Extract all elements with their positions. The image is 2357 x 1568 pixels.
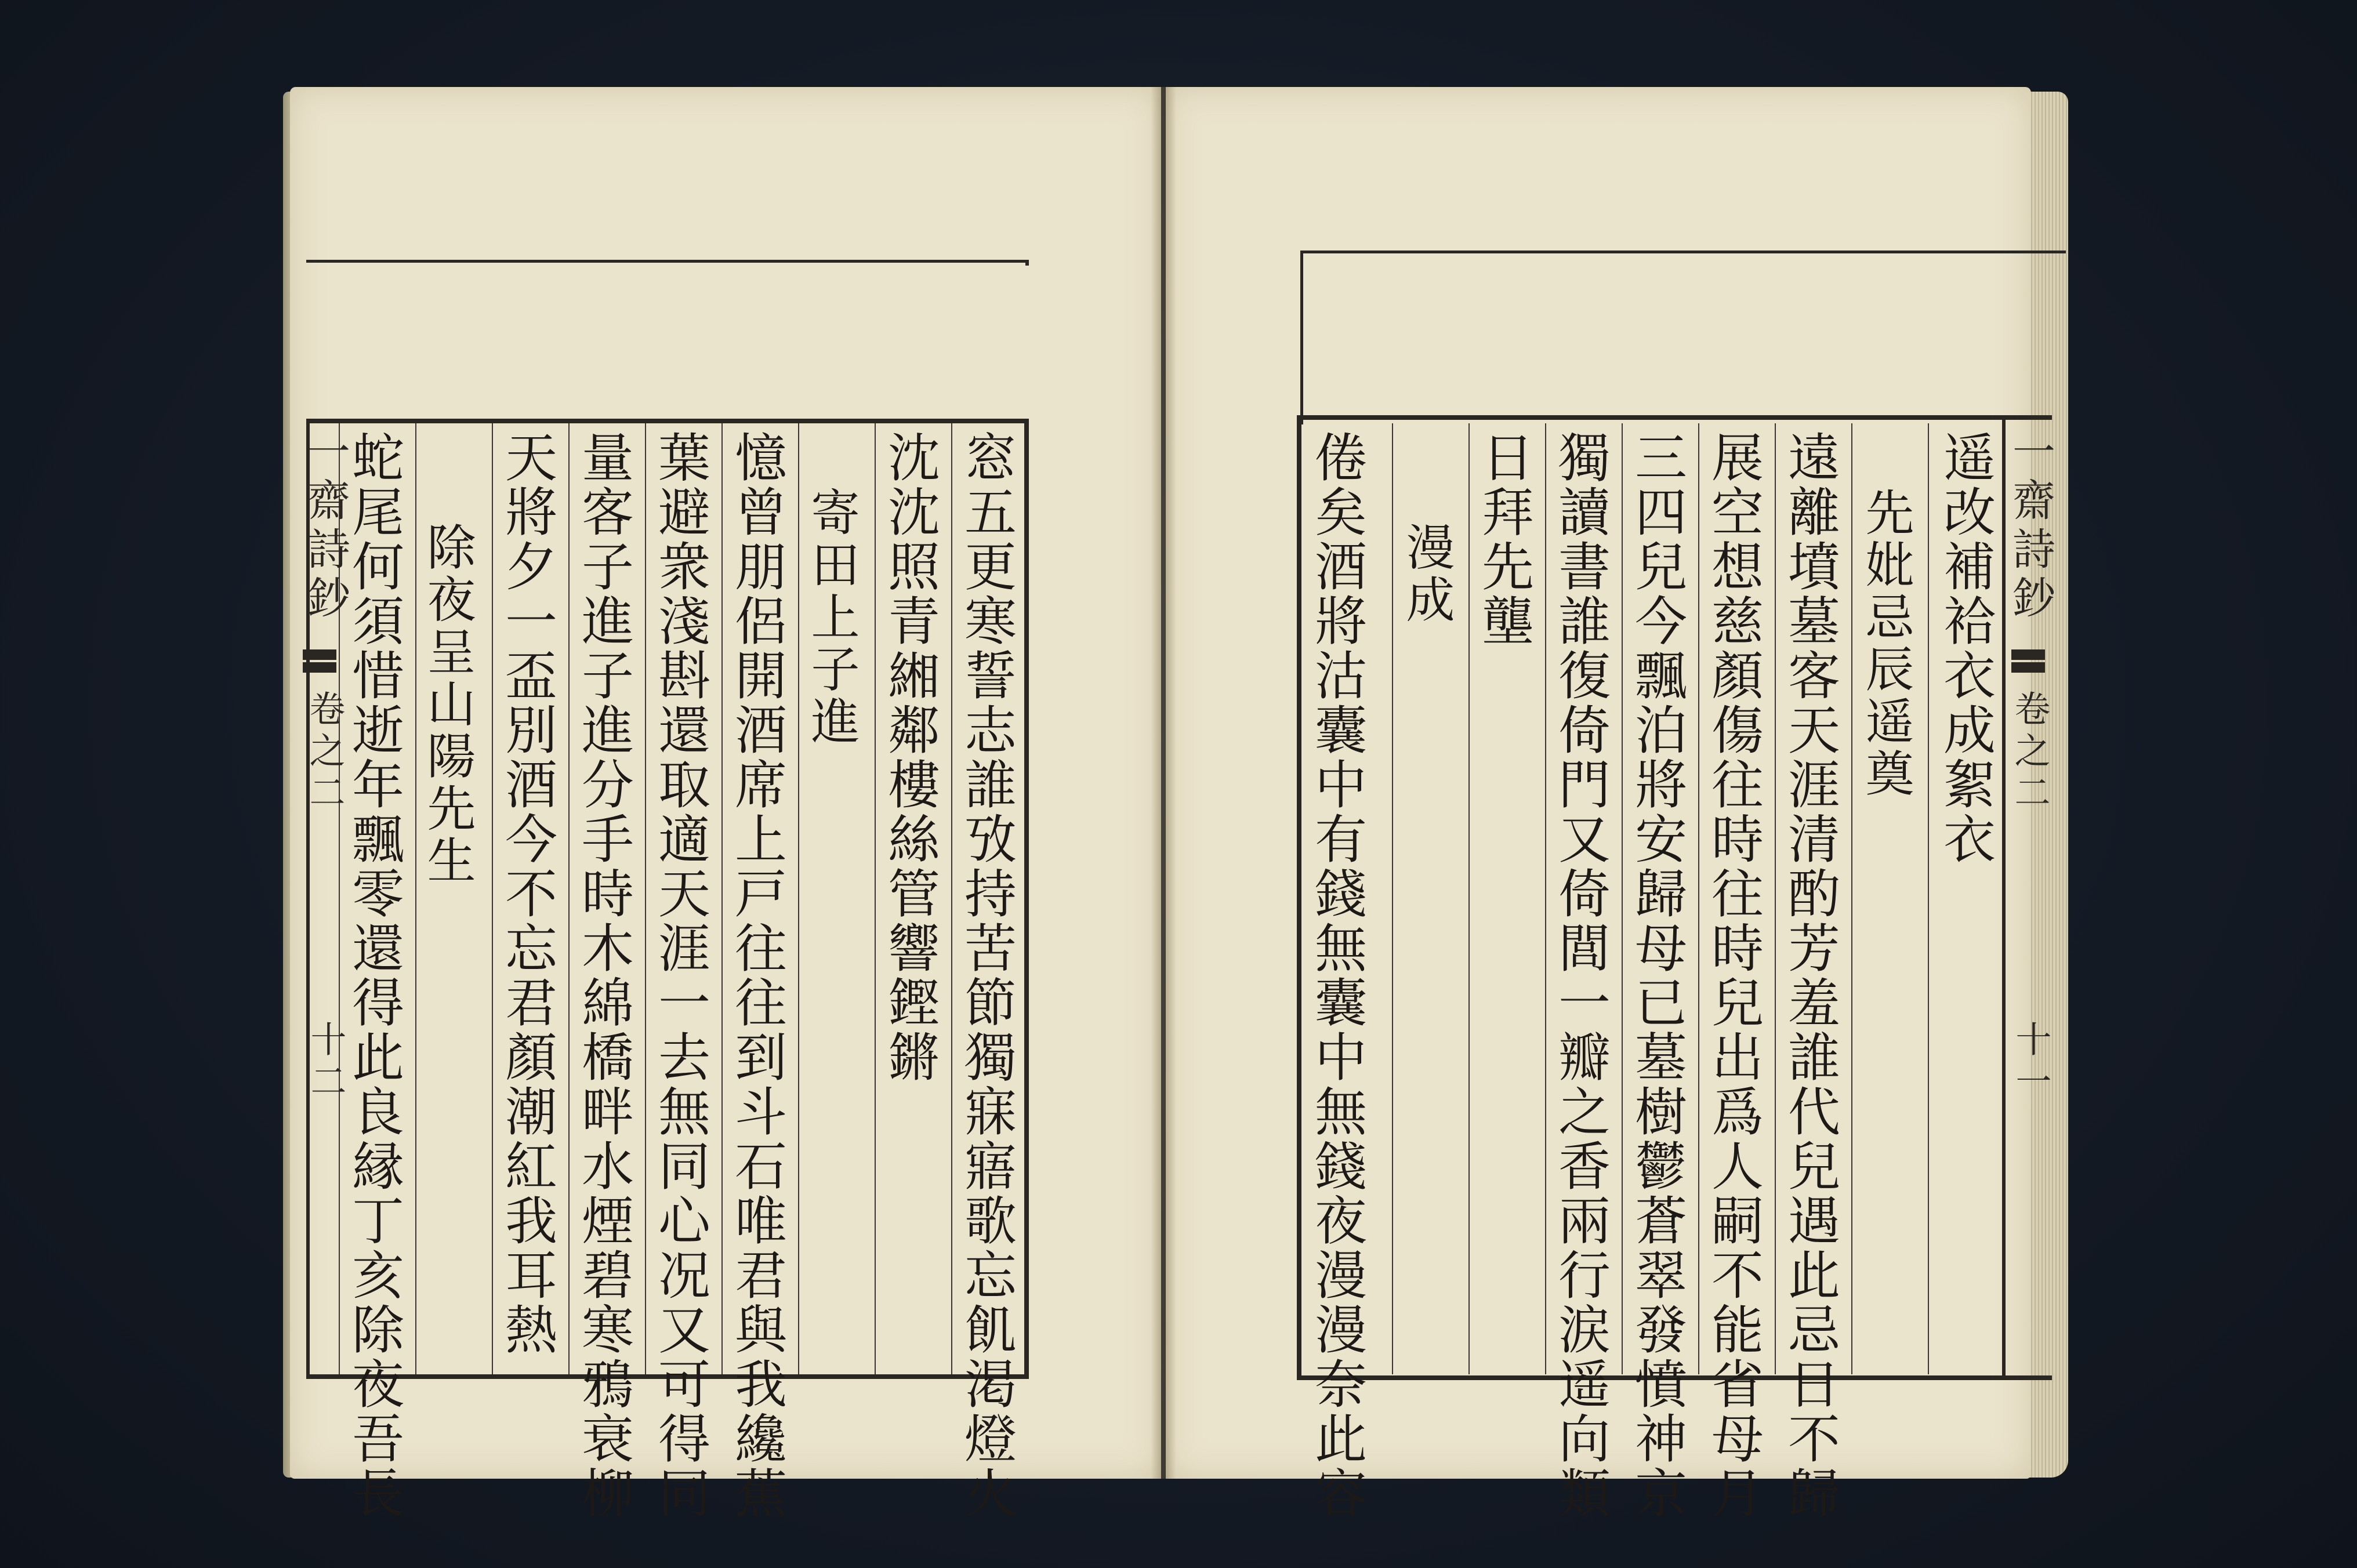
column-rule — [492, 423, 493, 1374]
left-column-6: 量客子進子進分手時木綿橋畔水煙碧寒鴉衰柳 — [572, 430, 633, 1520]
right-column-2-poem-title: 先妣忌辰遥奠 — [1858, 487, 1914, 800]
column-rule — [1851, 423, 1852, 1374]
column-rule — [415, 423, 416, 1374]
right-margin-title: 一齋詩鈔 — [2006, 429, 2055, 624]
column-rule — [568, 423, 570, 1374]
left-column-1: 窓五更寒誓志誰攷持苦節獨寐寤歌忘飢渇燈火 — [955, 430, 1016, 1520]
right-column-3: 遠離墳墓客天涯清酌芳羞誰代兒遇此忌日不歸 — [1779, 430, 1840, 1520]
right-margin-volume: 卷之二 — [2008, 690, 2051, 815]
column-rule — [645, 423, 646, 1374]
column-rule — [875, 423, 876, 1374]
right-margin-page: 十一 — [2010, 1021, 2052, 1104]
right-column-6: 獨讀書誰復倚門又倚閭一瓣之香兩行涙遥向類 — [1549, 430, 1610, 1520]
left-column-9: 蛇尾何須惜逝年飄零還得此良縁丁亥除夜吾長 — [343, 430, 404, 1520]
book-gutter — [1151, 87, 1176, 1479]
column-rule — [1392, 423, 1393, 1374]
right-column-4: 展空想慈顏傷往時往時兒出爲人嗣不能省母月 — [1702, 430, 1763, 1520]
left-column-7: 天將夕一盃別酒今不忘君顏潮紅我耳熱 — [496, 430, 557, 1357]
right-fishtail-mark — [2011, 649, 2045, 673]
column-rule — [1622, 423, 1623, 1374]
column-rule — [1468, 423, 1470, 1374]
left-margin-page: 十二 — [304, 1021, 347, 1104]
left-column-5: 葉避衆淺斟還取適天涯一去無同心况又可得同 — [649, 430, 710, 1520]
left-upper-rule — [306, 260, 1029, 266]
column-rule — [721, 423, 723, 1374]
right-column-5: 三四兒今飄泊將安歸母已墓樹鬱蒼翠發憤神京 — [1626, 430, 1687, 1520]
left-margin-volume: 卷之二 — [303, 690, 346, 815]
left-fishtail-mark — [303, 649, 336, 673]
left-column-3-poem-title: 寄田上子進 — [803, 487, 860, 748]
column-rule — [951, 423, 952, 1374]
column-rule — [798, 423, 799, 1374]
right-column-8-poem-title: 漫成 — [1398, 522, 1455, 626]
column-rule — [1928, 423, 1929, 1374]
column-rule — [1698, 423, 1699, 1374]
left-column-2: 沈沈照青緗鄰樓絲管響鏗鏘 — [879, 430, 940, 1084]
right-column-9: 倦矣酒將沽囊中有錢無囊中無錢夜漫漫奈此容 — [1306, 430, 1366, 1520]
left-column-4: 憶曾朋侶開酒席上戸往往到斗石唯君與我纔蕉 — [726, 430, 786, 1520]
left-column-8-poem-title: 除夜呈山陽先生 — [419, 522, 476, 887]
column-rule — [1545, 423, 1546, 1374]
right-upper-rule — [1300, 251, 2066, 424]
column-rule — [1775, 423, 1776, 1374]
right-column-7: 日拜先壟 — [1473, 430, 1533, 648]
left-margin-title: 一齋詩鈔 — [300, 429, 350, 624]
right-column-1: 遥改補袷衣成絮衣 — [1934, 430, 1995, 866]
